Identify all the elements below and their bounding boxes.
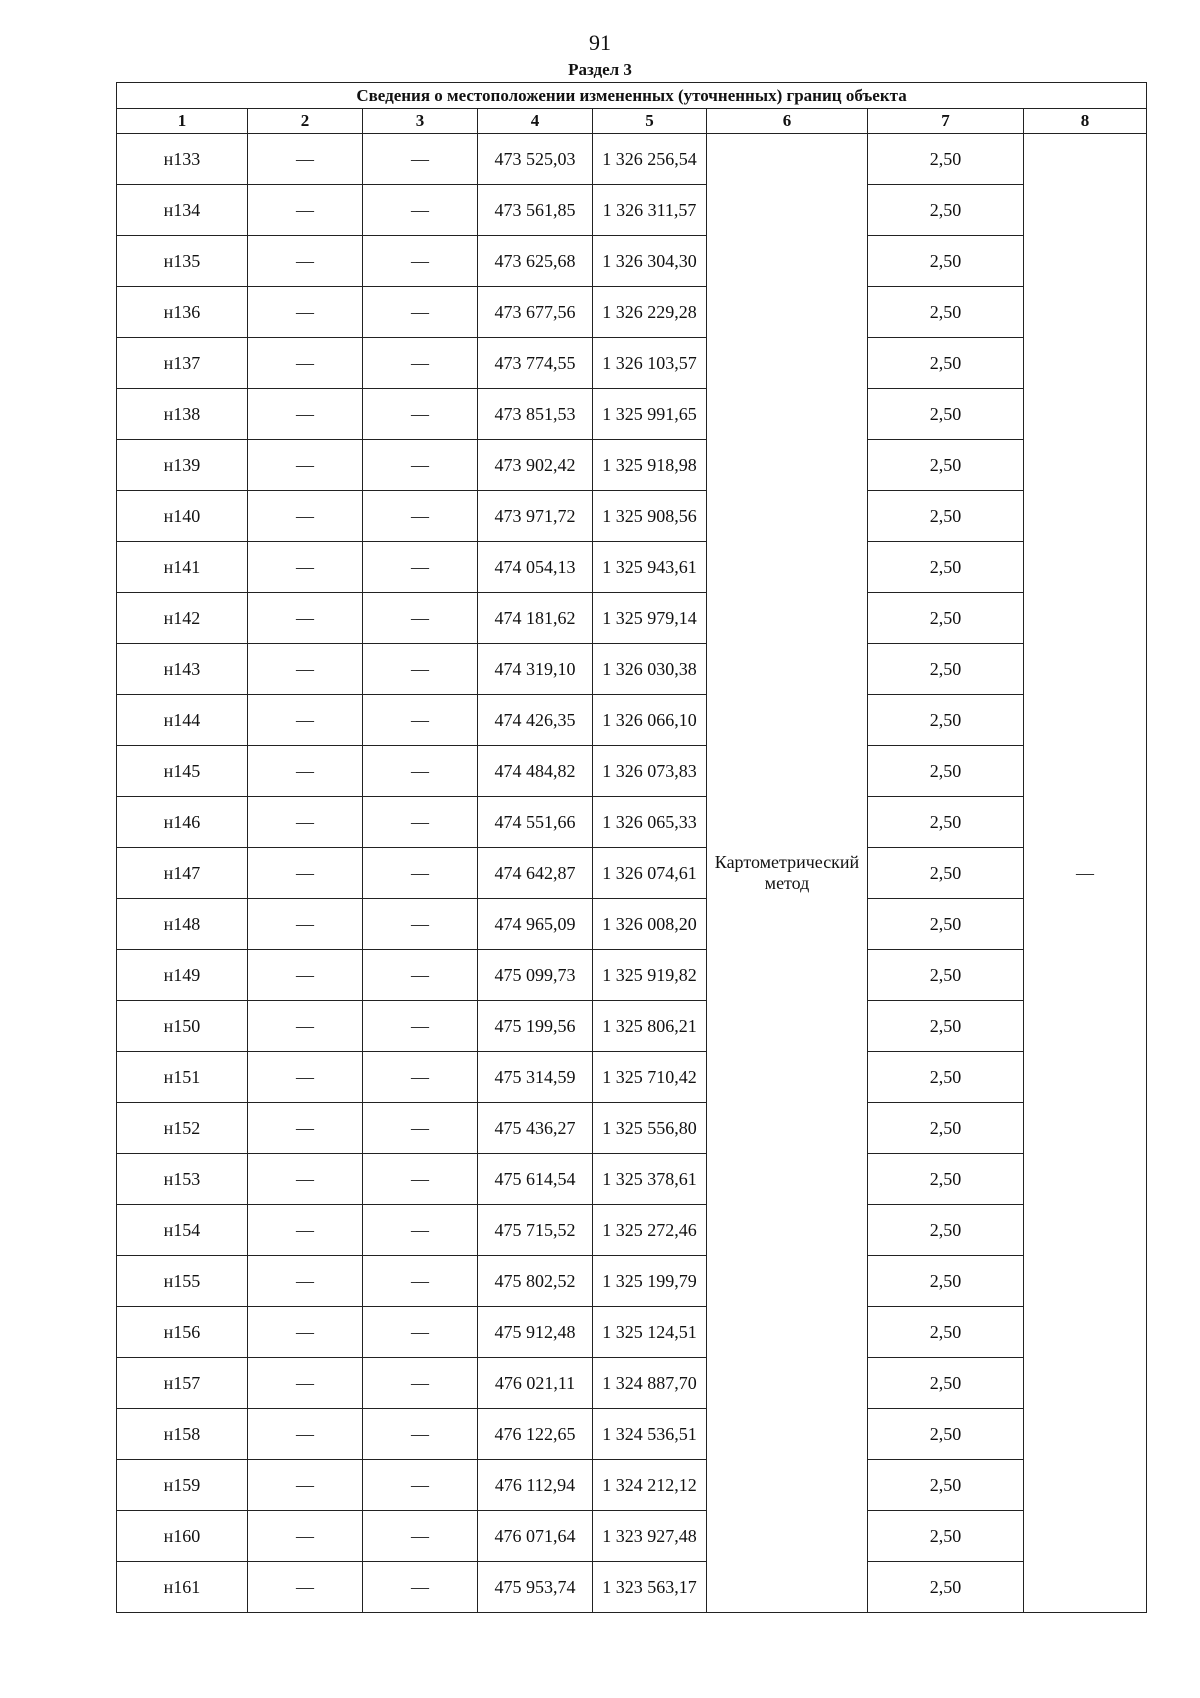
y-coordinate-cell: 1 325 991,65 [593, 389, 707, 440]
table-caption-row [117, 83, 1147, 109]
point-name-cell: н159 [117, 1460, 248, 1511]
precision-cell: 2,50 [868, 440, 1024, 491]
table-row [117, 1511, 1147, 1562]
y-coordinate-cell: 1 326 066,10 [593, 695, 707, 746]
table-row [117, 848, 1147, 899]
col3-cell: — [363, 491, 478, 542]
y-coordinate-cell: 1 325 943,61 [593, 542, 707, 593]
point-name-cell: н154 [117, 1205, 248, 1256]
col2-cell: — [248, 1154, 363, 1205]
y-coordinate-cell: 1 325 979,14 [593, 593, 707, 644]
col3-cell: — [363, 440, 478, 491]
col2-cell: — [248, 542, 363, 593]
table-row [117, 1103, 1147, 1154]
y-coordinate-cell: 1 325 124,51 [593, 1307, 707, 1358]
x-coordinate-cell: 475 715,52 [478, 1205, 593, 1256]
precision-cell: 2,50 [868, 1409, 1024, 1460]
point-name-cell: н141 [117, 542, 248, 593]
col3-cell: — [363, 185, 478, 236]
table-row [117, 338, 1147, 389]
table-row [117, 1358, 1147, 1409]
precision-cell: 2,50 [868, 593, 1024, 644]
precision-cell: 2,50 [868, 1052, 1024, 1103]
precision-cell: 2,50 [868, 1103, 1024, 1154]
table-row [117, 899, 1147, 950]
table-row [117, 1154, 1147, 1205]
x-coordinate-cell: 473 902,42 [478, 440, 593, 491]
y-coordinate-cell: 1 325 918,98 [593, 440, 707, 491]
y-coordinate-cell: 1 325 378,61 [593, 1154, 707, 1205]
table-row [117, 542, 1147, 593]
col3-cell: — [363, 593, 478, 644]
y-coordinate-cell: 1 326 065,33 [593, 797, 707, 848]
precision-cell: 2,50 [868, 1205, 1024, 1256]
col3-cell: — [363, 236, 478, 287]
col2-cell: — [248, 338, 363, 389]
precision-cell: 2,50 [868, 1562, 1024, 1613]
table-row [117, 287, 1147, 338]
section-title: Раздел 3 [568, 60, 632, 79]
method-cell: Картометрический метод [707, 134, 868, 1613]
column-header: 5 [593, 109, 707, 134]
col3-cell: — [363, 1205, 478, 1256]
col2-cell: — [248, 185, 363, 236]
table-row [117, 1052, 1147, 1103]
col3-cell: — [363, 1460, 478, 1511]
col3-cell: — [363, 134, 478, 185]
col2-cell: — [248, 950, 363, 1001]
col3-cell: — [363, 1562, 478, 1613]
precision-cell: 2,50 [868, 950, 1024, 1001]
point-name-cell: н148 [117, 899, 248, 950]
x-coordinate-cell: 475 314,59 [478, 1052, 593, 1103]
col2-cell: — [248, 1103, 363, 1154]
x-coordinate-cell: 476 071,64 [478, 1511, 593, 1562]
x-coordinate-cell: 475 614,54 [478, 1154, 593, 1205]
precision-cell: 2,50 [868, 1256, 1024, 1307]
point-name-cell: н133 [117, 134, 248, 185]
table-row [117, 1256, 1147, 1307]
col2-cell: — [248, 797, 363, 848]
y-coordinate-cell: 1 325 556,80 [593, 1103, 707, 1154]
point-name-cell: н153 [117, 1154, 248, 1205]
col3-cell: — [363, 848, 478, 899]
column-header: 3 [363, 109, 478, 134]
table-row [117, 185, 1147, 236]
precision-cell: 2,50 [868, 797, 1024, 848]
precision-cell: 2,50 [868, 1001, 1024, 1052]
x-coordinate-cell: 473 561,85 [478, 185, 593, 236]
x-coordinate-cell: 474 181,62 [478, 593, 593, 644]
table-row [117, 695, 1147, 746]
point-name-cell: н135 [117, 236, 248, 287]
precision-cell: 2,50 [868, 491, 1024, 542]
boundary-coordinates-table [116, 82, 1147, 1613]
precision-cell: 2,50 [868, 695, 1024, 746]
x-coordinate-cell: 473 525,03 [478, 134, 593, 185]
page-number: 91 [589, 30, 611, 55]
col3-cell: — [363, 1358, 478, 1409]
col3-cell: — [363, 695, 478, 746]
x-coordinate-cell: 474 551,66 [478, 797, 593, 848]
x-coordinate-cell: 474 319,10 [478, 644, 593, 695]
col3-cell: — [363, 1511, 478, 1562]
y-coordinate-cell: 1 324 887,70 [593, 1358, 707, 1409]
table-row [117, 797, 1147, 848]
point-name-cell: н149 [117, 950, 248, 1001]
col2-cell: — [248, 1460, 363, 1511]
precision-cell: 2,50 [868, 848, 1024, 899]
col3-cell: — [363, 1307, 478, 1358]
col3-cell: — [363, 950, 478, 1001]
point-name-cell: н143 [117, 644, 248, 695]
col3-cell: — [363, 389, 478, 440]
col2-cell: — [248, 695, 363, 746]
x-coordinate-cell: 476 021,11 [478, 1358, 593, 1409]
table-row [117, 950, 1147, 1001]
col3-cell: — [363, 1256, 478, 1307]
x-coordinate-cell: 475 802,52 [478, 1256, 593, 1307]
column-header: 6 [707, 109, 868, 134]
col2-cell: — [248, 1358, 363, 1409]
col3-cell: — [363, 899, 478, 950]
col3-cell: — [363, 1052, 478, 1103]
x-coordinate-cell: 475 099,73 [478, 950, 593, 1001]
y-coordinate-cell: 1 326 103,57 [593, 338, 707, 389]
col3-cell: — [363, 1103, 478, 1154]
table-row [117, 1460, 1147, 1511]
col2-cell: — [248, 593, 363, 644]
precision-cell: 2,50 [868, 644, 1024, 695]
point-name-cell: н147 [117, 848, 248, 899]
y-coordinate-cell: 1 326 256,54 [593, 134, 707, 185]
x-coordinate-cell: 474 965,09 [478, 899, 593, 950]
table-caption: Сведения о местоположении измененных (уточненных) границ объекта [117, 83, 1147, 109]
col2-cell: — [248, 1001, 363, 1052]
table-row [117, 1205, 1147, 1256]
y-coordinate-cell: 1 326 030,38 [593, 644, 707, 695]
x-coordinate-cell: 476 112,94 [478, 1460, 593, 1511]
col3-cell: — [363, 338, 478, 389]
col2-cell: — [248, 746, 363, 797]
col2-cell: — [248, 1256, 363, 1307]
column-header-row [117, 109, 1147, 134]
precision-cell: 2,50 [868, 338, 1024, 389]
col8-cell: — [1024, 134, 1147, 1613]
table-row [117, 593, 1147, 644]
precision-cell: 2,50 [868, 389, 1024, 440]
y-coordinate-cell: 1 325 710,42 [593, 1052, 707, 1103]
x-coordinate-cell: 474 054,13 [478, 542, 593, 593]
y-coordinate-cell: 1 325 199,79 [593, 1256, 707, 1307]
point-name-cell: н150 [117, 1001, 248, 1052]
col3-cell: — [363, 1154, 478, 1205]
table-row [117, 491, 1147, 542]
x-coordinate-cell: 474 642,87 [478, 848, 593, 899]
col3-cell: — [363, 797, 478, 848]
precision-cell: 2,50 [868, 542, 1024, 593]
point-name-cell: н152 [117, 1103, 248, 1154]
col2-cell: — [248, 1511, 363, 1562]
x-coordinate-cell: 476 122,65 [478, 1409, 593, 1460]
x-coordinate-cell: 473 625,68 [478, 236, 593, 287]
col2-cell: — [248, 1052, 363, 1103]
point-name-cell: н140 [117, 491, 248, 542]
point-name-cell: н138 [117, 389, 248, 440]
table-row [117, 440, 1147, 491]
point-name-cell: н160 [117, 1511, 248, 1562]
col3-cell: — [363, 746, 478, 797]
y-coordinate-cell: 1 326 073,83 [593, 746, 707, 797]
y-coordinate-cell: 1 326 074,61 [593, 848, 707, 899]
table-row [117, 1562, 1147, 1613]
col2-cell: — [248, 644, 363, 695]
precision-cell: 2,50 [868, 899, 1024, 950]
column-header: 7 [868, 109, 1024, 134]
point-name-cell: н151 [117, 1052, 248, 1103]
y-coordinate-cell: 1 324 536,51 [593, 1409, 707, 1460]
table-row [117, 389, 1147, 440]
y-coordinate-cell: 1 326 008,20 [593, 899, 707, 950]
column-header: 4 [478, 109, 593, 134]
x-coordinate-cell: 475 953,74 [478, 1562, 593, 1613]
point-name-cell: н144 [117, 695, 248, 746]
y-coordinate-cell: 1 326 229,28 [593, 287, 707, 338]
precision-cell: 2,50 [868, 1460, 1024, 1511]
table-row [117, 236, 1147, 287]
col2-cell: — [248, 287, 363, 338]
x-coordinate-cell: 474 484,82 [478, 746, 593, 797]
x-coordinate-cell: 475 912,48 [478, 1307, 593, 1358]
col2-cell: — [248, 1562, 363, 1613]
col2-cell: — [248, 1307, 363, 1358]
point-name-cell: н134 [117, 185, 248, 236]
precision-cell: 2,50 [868, 287, 1024, 338]
y-coordinate-cell: 1 324 212,12 [593, 1460, 707, 1511]
point-name-cell: н146 [117, 797, 248, 848]
precision-cell: 2,50 [868, 185, 1024, 236]
precision-cell: 2,50 [868, 1307, 1024, 1358]
col3-cell: — [363, 1409, 478, 1460]
col2-cell: — [248, 134, 363, 185]
point-name-cell: н157 [117, 1358, 248, 1409]
col2-cell: — [248, 236, 363, 287]
point-name-cell: н136 [117, 287, 248, 338]
x-coordinate-cell: 474 426,35 [478, 695, 593, 746]
point-name-cell: н139 [117, 440, 248, 491]
col3-cell: — [363, 287, 478, 338]
col3-cell: — [363, 644, 478, 695]
col3-cell: — [363, 1001, 478, 1052]
table-row [117, 746, 1147, 797]
col2-cell: — [248, 440, 363, 491]
table-row [117, 644, 1147, 695]
x-coordinate-cell: 475 436,27 [478, 1103, 593, 1154]
y-coordinate-cell: 1 323 563,17 [593, 1562, 707, 1613]
precision-cell: 2,50 [868, 236, 1024, 287]
y-coordinate-cell: 1 325 908,56 [593, 491, 707, 542]
point-name-cell: н145 [117, 746, 248, 797]
col2-cell: — [248, 1205, 363, 1256]
point-name-cell: н156 [117, 1307, 248, 1358]
col2-cell: — [248, 1409, 363, 1460]
point-name-cell: н158 [117, 1409, 248, 1460]
col2-cell: — [248, 899, 363, 950]
precision-cell: 2,50 [868, 746, 1024, 797]
column-header: 2 [248, 109, 363, 134]
precision-cell: 2,50 [868, 1358, 1024, 1409]
y-coordinate-cell: 1 325 919,82 [593, 950, 707, 1001]
x-coordinate-cell: 473 774,55 [478, 338, 593, 389]
y-coordinate-cell: 1 325 806,21 [593, 1001, 707, 1052]
x-coordinate-cell: 473 851,53 [478, 389, 593, 440]
column-header: 8 [1024, 109, 1147, 134]
y-coordinate-cell: 1 326 304,30 [593, 236, 707, 287]
table-row [117, 1307, 1147, 1358]
y-coordinate-cell: 1 326 311,57 [593, 185, 707, 236]
point-name-cell: н142 [117, 593, 248, 644]
table-row [117, 1001, 1147, 1052]
col2-cell: — [248, 848, 363, 899]
x-coordinate-cell: 473 971,72 [478, 491, 593, 542]
col2-cell: — [248, 491, 363, 542]
precision-cell: 2,50 [868, 134, 1024, 185]
y-coordinate-cell: 1 325 272,46 [593, 1205, 707, 1256]
table-row [117, 134, 1147, 185]
column-header: 1 [117, 109, 248, 134]
precision-cell: 2,50 [868, 1511, 1024, 1562]
point-name-cell: н137 [117, 338, 248, 389]
y-coordinate-cell: 1 323 927,48 [593, 1511, 707, 1562]
x-coordinate-cell: 475 199,56 [478, 1001, 593, 1052]
precision-cell: 2,50 [868, 1154, 1024, 1205]
point-name-cell: н155 [117, 1256, 248, 1307]
point-name-cell: н161 [117, 1562, 248, 1613]
col2-cell: — [248, 389, 363, 440]
x-coordinate-cell: 473 677,56 [478, 287, 593, 338]
table-row [117, 1409, 1147, 1460]
col3-cell: — [363, 542, 478, 593]
